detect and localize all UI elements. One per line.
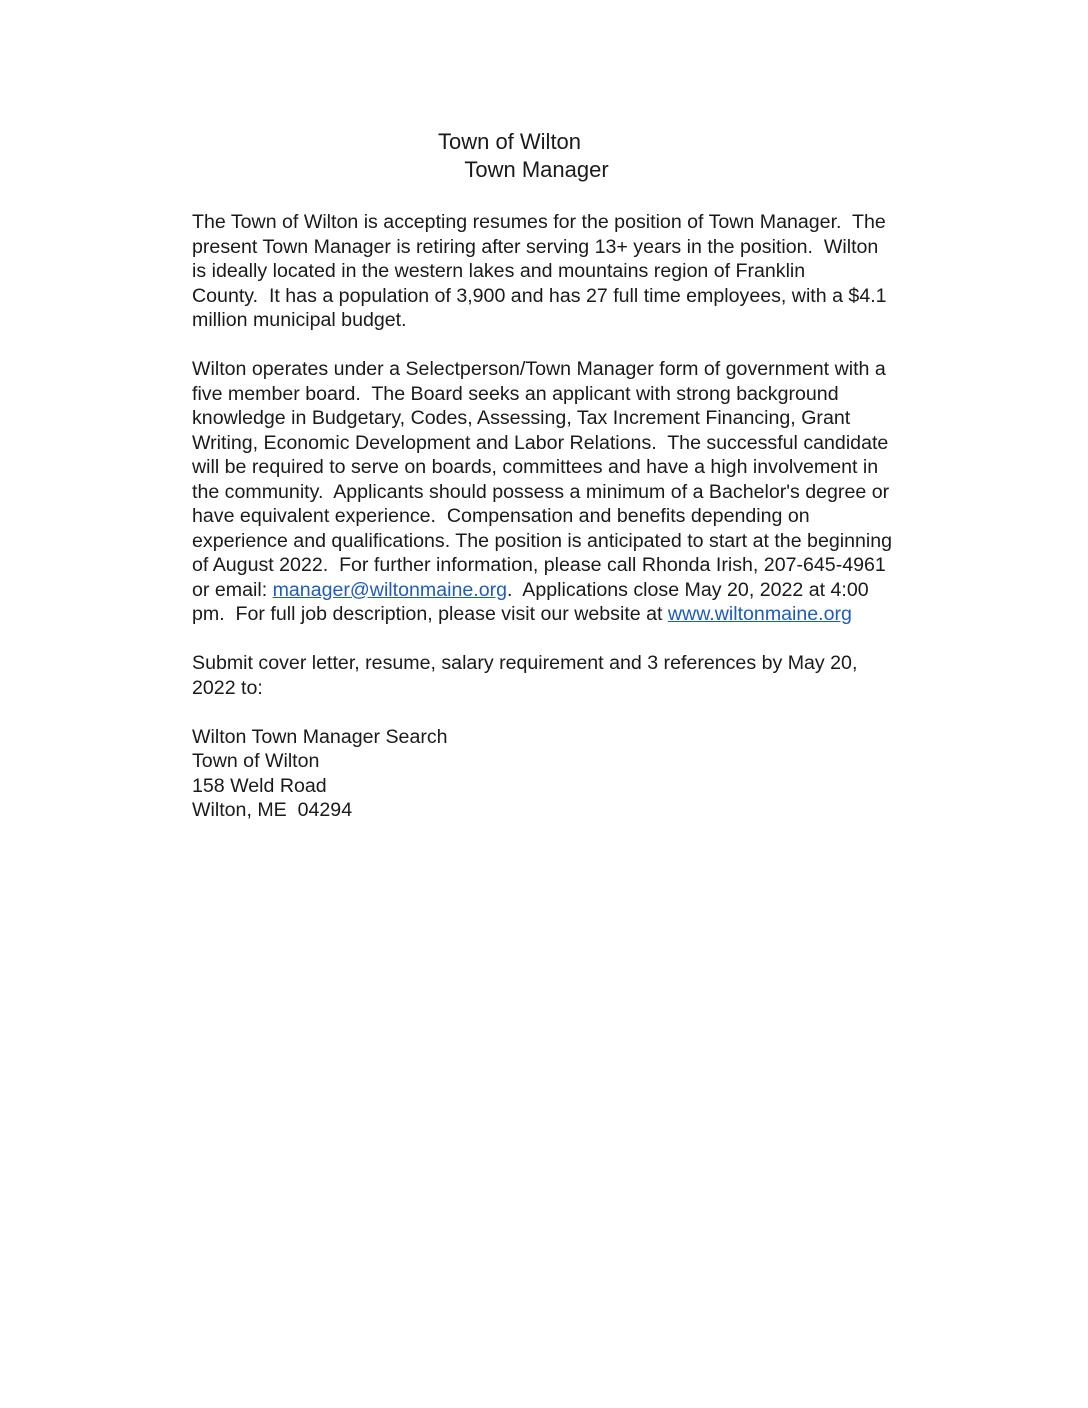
text-line: will be required to serve on boards, committees and have a high involvement in bbox=[192, 456, 879, 478]
mailing-address bbox=[192, 725, 982, 823]
text-line: The Town of Wilton is accepting resumes for the position of Town Manager. The bbox=[192, 211, 886, 233]
paragraph-spacer bbox=[192, 700, 982, 725]
website-prefix: pm. For full job description, please visit our website at bbox=[192, 603, 668, 625]
document-body bbox=[192, 210, 982, 823]
text-line: Wilton operates under a Selectperson/Town Manager form of government with a bbox=[192, 358, 886, 380]
paragraph-spacer bbox=[192, 333, 982, 358]
email-link[interactable]: manager@wiltonmaine.org bbox=[272, 578, 508, 601]
website-link[interactable]: www.wiltonmaine.org bbox=[667, 603, 852, 625]
email-prefix: or email: bbox=[192, 578, 273, 601]
text-line: is ideally located in the western lakes and mountains region of Franklin bbox=[192, 260, 806, 282]
paragraph-intro bbox=[192, 210, 982, 333]
text-line: million municipal budget. bbox=[192, 309, 407, 331]
address-line: Wilton, ME 04294 bbox=[192, 799, 353, 821]
paragraph-details bbox=[192, 357, 982, 627]
address-line: Wilton Town Manager Search bbox=[192, 725, 448, 748]
text-line: have equivalent experience. Compensation and benefits depending on bbox=[192, 505, 810, 527]
text-line: the community. Applicants should possess a minimum of a Bachelor's degree or bbox=[192, 480, 890, 503]
paragraph-spacer bbox=[192, 627, 982, 652]
text-line: five member board. The Board seeks an applicant with strong background bbox=[192, 382, 839, 405]
address-line: 158 Weld Road bbox=[192, 774, 327, 797]
website-line bbox=[192, 602, 982, 627]
text-line: knowledge in Budgetary, Codes, Assessing, Tax Increment Financing, Grant bbox=[192, 407, 851, 429]
address-line: Town of Wilton bbox=[192, 750, 320, 772]
paragraph-submit bbox=[192, 651, 982, 700]
email-suffix: . Applications close May 20, 2022 at 4:00 bbox=[507, 578, 869, 601]
document-title: Town of Wilton bbox=[437, 129, 582, 154]
text-line: experience and qualifications. The position is anticipated to start at the beginning bbox=[192, 529, 893, 552]
email-line bbox=[192, 578, 982, 603]
document-subtitle: Town Manager bbox=[464, 157, 609, 182]
document-header bbox=[0, 128, 1088, 184]
text-line: of August 2022. For further information, please call Rhonda Irish, 207-645-4961 bbox=[192, 554, 886, 576]
text-line: County. It has a population of 3,900 and has 27 full time employees, with a $4.1 bbox=[192, 284, 887, 307]
text-line: Submit cover letter, resume, salary requirement and 3 references by May 20, bbox=[192, 652, 858, 674]
text-line: present Town Manager is retiring after serving 13+ years in the position. Wilton bbox=[192, 235, 879, 258]
text-line: Writing, Economic Development and Labor Relations. The successful candidate bbox=[192, 431, 889, 454]
text-line: 2022 to: bbox=[192, 676, 263, 699]
